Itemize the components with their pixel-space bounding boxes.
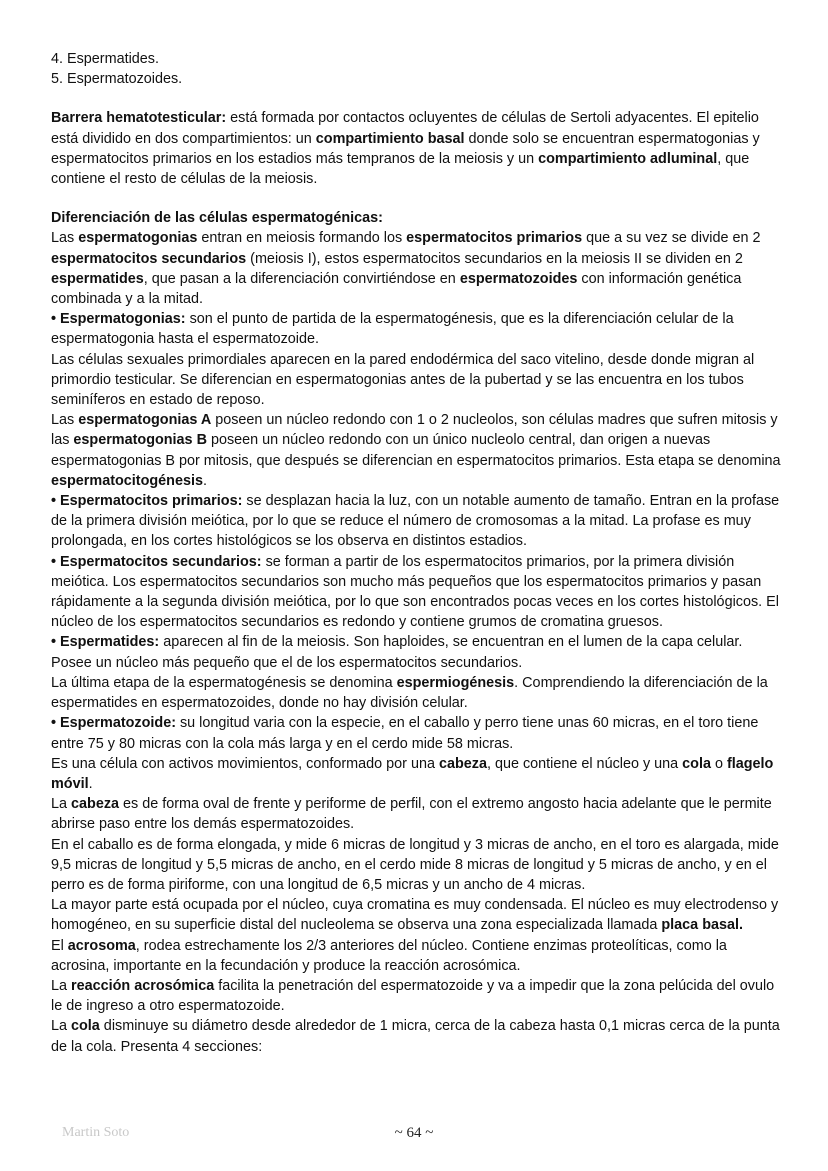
- term-compartimiento-basal: compartimiento basal: [315, 130, 465, 147]
- text-run: poseen un núcleo redondo con 1 o 2 nucleolos, son células madres que sufren mitosis y las: [51, 412, 778, 449]
- text-run: La última etapa de la espermatogénesis se denomina: [51, 674, 397, 691]
- term: flagelo móvil: [51, 755, 774, 792]
- text-run: El: [51, 937, 68, 954]
- list-item: 5. Espermatozoides.: [51, 71, 183, 88]
- term: espermatogonias A: [78, 412, 212, 429]
- text-run: La: [51, 977, 72, 994]
- bullet-espermatogonias: [51, 309, 786, 349]
- text-run: .: [88, 775, 93, 792]
- term: placa basal.: [661, 917, 743, 934]
- bullet-label: • Espermatogonias:: [51, 311, 186, 328]
- term: espermatocitos primarios: [406, 230, 583, 247]
- text-run: , que contiene el resto de células de la meiosis.: [51, 150, 750, 188]
- text-run: entran en meiosis formando los: [197, 230, 407, 247]
- term: cabeza: [71, 796, 120, 813]
- term: cabeza: [438, 755, 487, 772]
- bullet-espermatozoide: [51, 713, 786, 753]
- bullet-label: • Espermatides:: [51, 634, 160, 651]
- bullet-label: • Espermatocitos secundarios:: [51, 553, 262, 570]
- page-body: [51, 49, 786, 1057]
- text-run: , que pasan a la diferenciación convirtiéndose en: [143, 270, 460, 287]
- text-run: , rodea estrechamente los 2/3 anteriores del núcleo. Contiene enzimas proteolíticas, como la acrosina, importante en la fecundación y produce la reacción acrosómica.: [51, 937, 727, 974]
- paragraph: [51, 794, 786, 834]
- paragraph-diferenciacion: [51, 228, 786, 309]
- paragraph: [51, 754, 786, 794]
- text-run: se forman a partir de los espermatocitos primarios, por la primera división meiótica. Los espermatocitos secundarios son mucho más pequeños que los espermatocitos primarios y pasan rápidamente a la segunda división meiótica, por lo que son encontrados pocas veces en los cortes histológicos. El núcleo de los espermatocitos secundarios es redondo y contiene grumos de cromatina gruesos.: [51, 553, 779, 631]
- paragraph-barrera: [51, 108, 786, 189]
- text-run: disminuye su diámetro desde alrededor de 1 micra, cerca de la cabeza hasta 0,1 micras cerca de la punta de la cola. Presenta 4 secciones:: [51, 1018, 780, 1055]
- term: acrosoma: [67, 937, 136, 954]
- text-run: su longitud varia con la especie, en el caballo y perro tiene unas 60 micras, en el toro tiene entre 75 y 80 micras con la cola más larga y en el cerdo mide 58 micras.: [51, 715, 759, 752]
- term: espermatides: [51, 270, 144, 287]
- paragraph-gap: [51, 89, 786, 108]
- term: espermatozoides: [459, 270, 578, 287]
- text-run: . Comprendiendo la diferenciación de la espermatides en espermatozoides, donde no hay división celular.: [51, 674, 768, 712]
- bullet-label: • Espermatozoide:: [51, 715, 176, 732]
- text-run: .: [202, 472, 207, 489]
- text-run: donde solo se encuentran espermatogonias y espermatocitos primarios en los estadios más tempranos de la meiosis y un: [51, 130, 760, 167]
- term-barrera: Barrera hematotesticular:: [51, 110, 227, 127]
- paragraph: En el caballo es de forma elongada, y mide 6 micras de longitud y 3 micras de ancho, en el toro es alargada, mide 9,5 micras de longitud y 5,5 micras de ancho, en el cerdo mide 8 micras de longitud y 5 micras de ancho, y en el perro es de forma piriforme, con una longitud de 6,5 micras y un ancho de 4 micras.: [51, 836, 779, 893]
- text-run: La mayor parte está ocupada por el núcleo, cuya cromatina es muy condensada. El núcleo es muy electrodenso y homogéneo, en su superficie distal del nucleolema se observa una zona especializada llamada: [51, 897, 779, 934]
- text-run: Las: [51, 412, 79, 429]
- footer-author: Martin Soto: [62, 1125, 130, 1140]
- term: espermatocitogénesis: [51, 472, 203, 489]
- text-run: aparecen al fin de la meiosis. Son haploides, se encuentran en el lumen de la capa celular. Posee un núcleo más pequeño que el de los espermatocitos secundarios.: [51, 634, 743, 671]
- paragraph: [51, 673, 786, 713]
- text-run: Es una célula con activos movimientos, conformado por una: [51, 755, 439, 772]
- text-run: o: [710, 755, 727, 772]
- page-number: ~ 64 ~: [394, 1125, 434, 1141]
- term: cola: [682, 755, 711, 772]
- term: espermatogonias: [78, 230, 198, 247]
- text-run: , que contiene el núcleo y una: [486, 755, 683, 772]
- heading-text: Diferenciación de las células espermatogénicas:: [51, 210, 383, 227]
- text-run: es de forma oval de frente y periforme de perfil, con el extremo angosto hacia adelante que le permite abrirse paso entre los demás espermatozoides.: [51, 796, 772, 833]
- list-item: 4. Espermatides.: [51, 51, 159, 67]
- term: cola: [71, 1018, 100, 1035]
- term: espermiogénesis: [396, 674, 515, 691]
- bullet-espermatides: [51, 632, 786, 672]
- paragraph: [51, 936, 786, 976]
- text-run: poseen un núcleo redondo con un único nucleolo central, dan origen a nuevas espermatogonias B por mitosis, que después se diferencian en espermatocitos primarios. Esta etapa se denomina: [51, 432, 781, 469]
- text-run: con información genética combinada y a la mitad.: [51, 270, 742, 308]
- term: espermatogonias B: [73, 432, 207, 449]
- text-run: La: [51, 796, 72, 813]
- bullet-espermatocitos-primarios: [51, 491, 786, 552]
- bullet-espermatocitos-secundarios: [51, 552, 786, 633]
- term: espermatocitos secundarios: [51, 250, 247, 267]
- text-run: La: [51, 1018, 72, 1035]
- paragraph: [51, 410, 786, 491]
- text-run: son el punto de partida de la espermatogénesis, que es la diferenciación celular de la espermatogonia hasta el espermatozoide.: [51, 311, 734, 348]
- text-run: está formada por contactos ocluyentes de células de Sertoli adyacentes. El epitelio está dividido en dos compartimientos: un: [51, 110, 759, 147]
- text-run: Las: [51, 230, 79, 247]
- text-run: que a su vez se divide en 2: [582, 230, 761, 247]
- section-heading: [51, 208, 786, 228]
- text-run: facilita la penetración del espermatozoide y va a impedir que la zona pelúcida del ovulo le de ingreso a otro espermatozoide.: [51, 977, 775, 1015]
- term: reacción acrosómica: [71, 977, 215, 994]
- paragraph: [51, 976, 786, 1016]
- text-run: (meiosis I), estos espermatocitos secundarios en la meiosis II se dividen en 2: [246, 250, 743, 267]
- term-compartimiento-adluminal: compartimiento adluminal: [538, 150, 718, 167]
- paragraph: Las células sexuales primordiales aparecen en la pared endodérmica del saco vitelino, desde donde migran al primordio testicular. Se diferencian en espermatogonias antes de la pubertad y se las encuentra en los tubos seminíferos en estado de reposo.: [51, 351, 755, 409]
- paragraph-gap: [51, 189, 786, 208]
- text-run: se desplazan hacia la luz, con un notable aumento de tamaño. Entran en la profase de la primera división meiótica, por lo que se reduce el número de cromosomas a la mitad. La profase es muy prolongada, en los cortes histológicos se los observa en distintos estadios.: [51, 493, 780, 550]
- paragraph: [51, 895, 786, 935]
- bullet-label: • Espermatocitos primarios:: [51, 493, 243, 510]
- paragraph: [51, 1016, 786, 1056]
